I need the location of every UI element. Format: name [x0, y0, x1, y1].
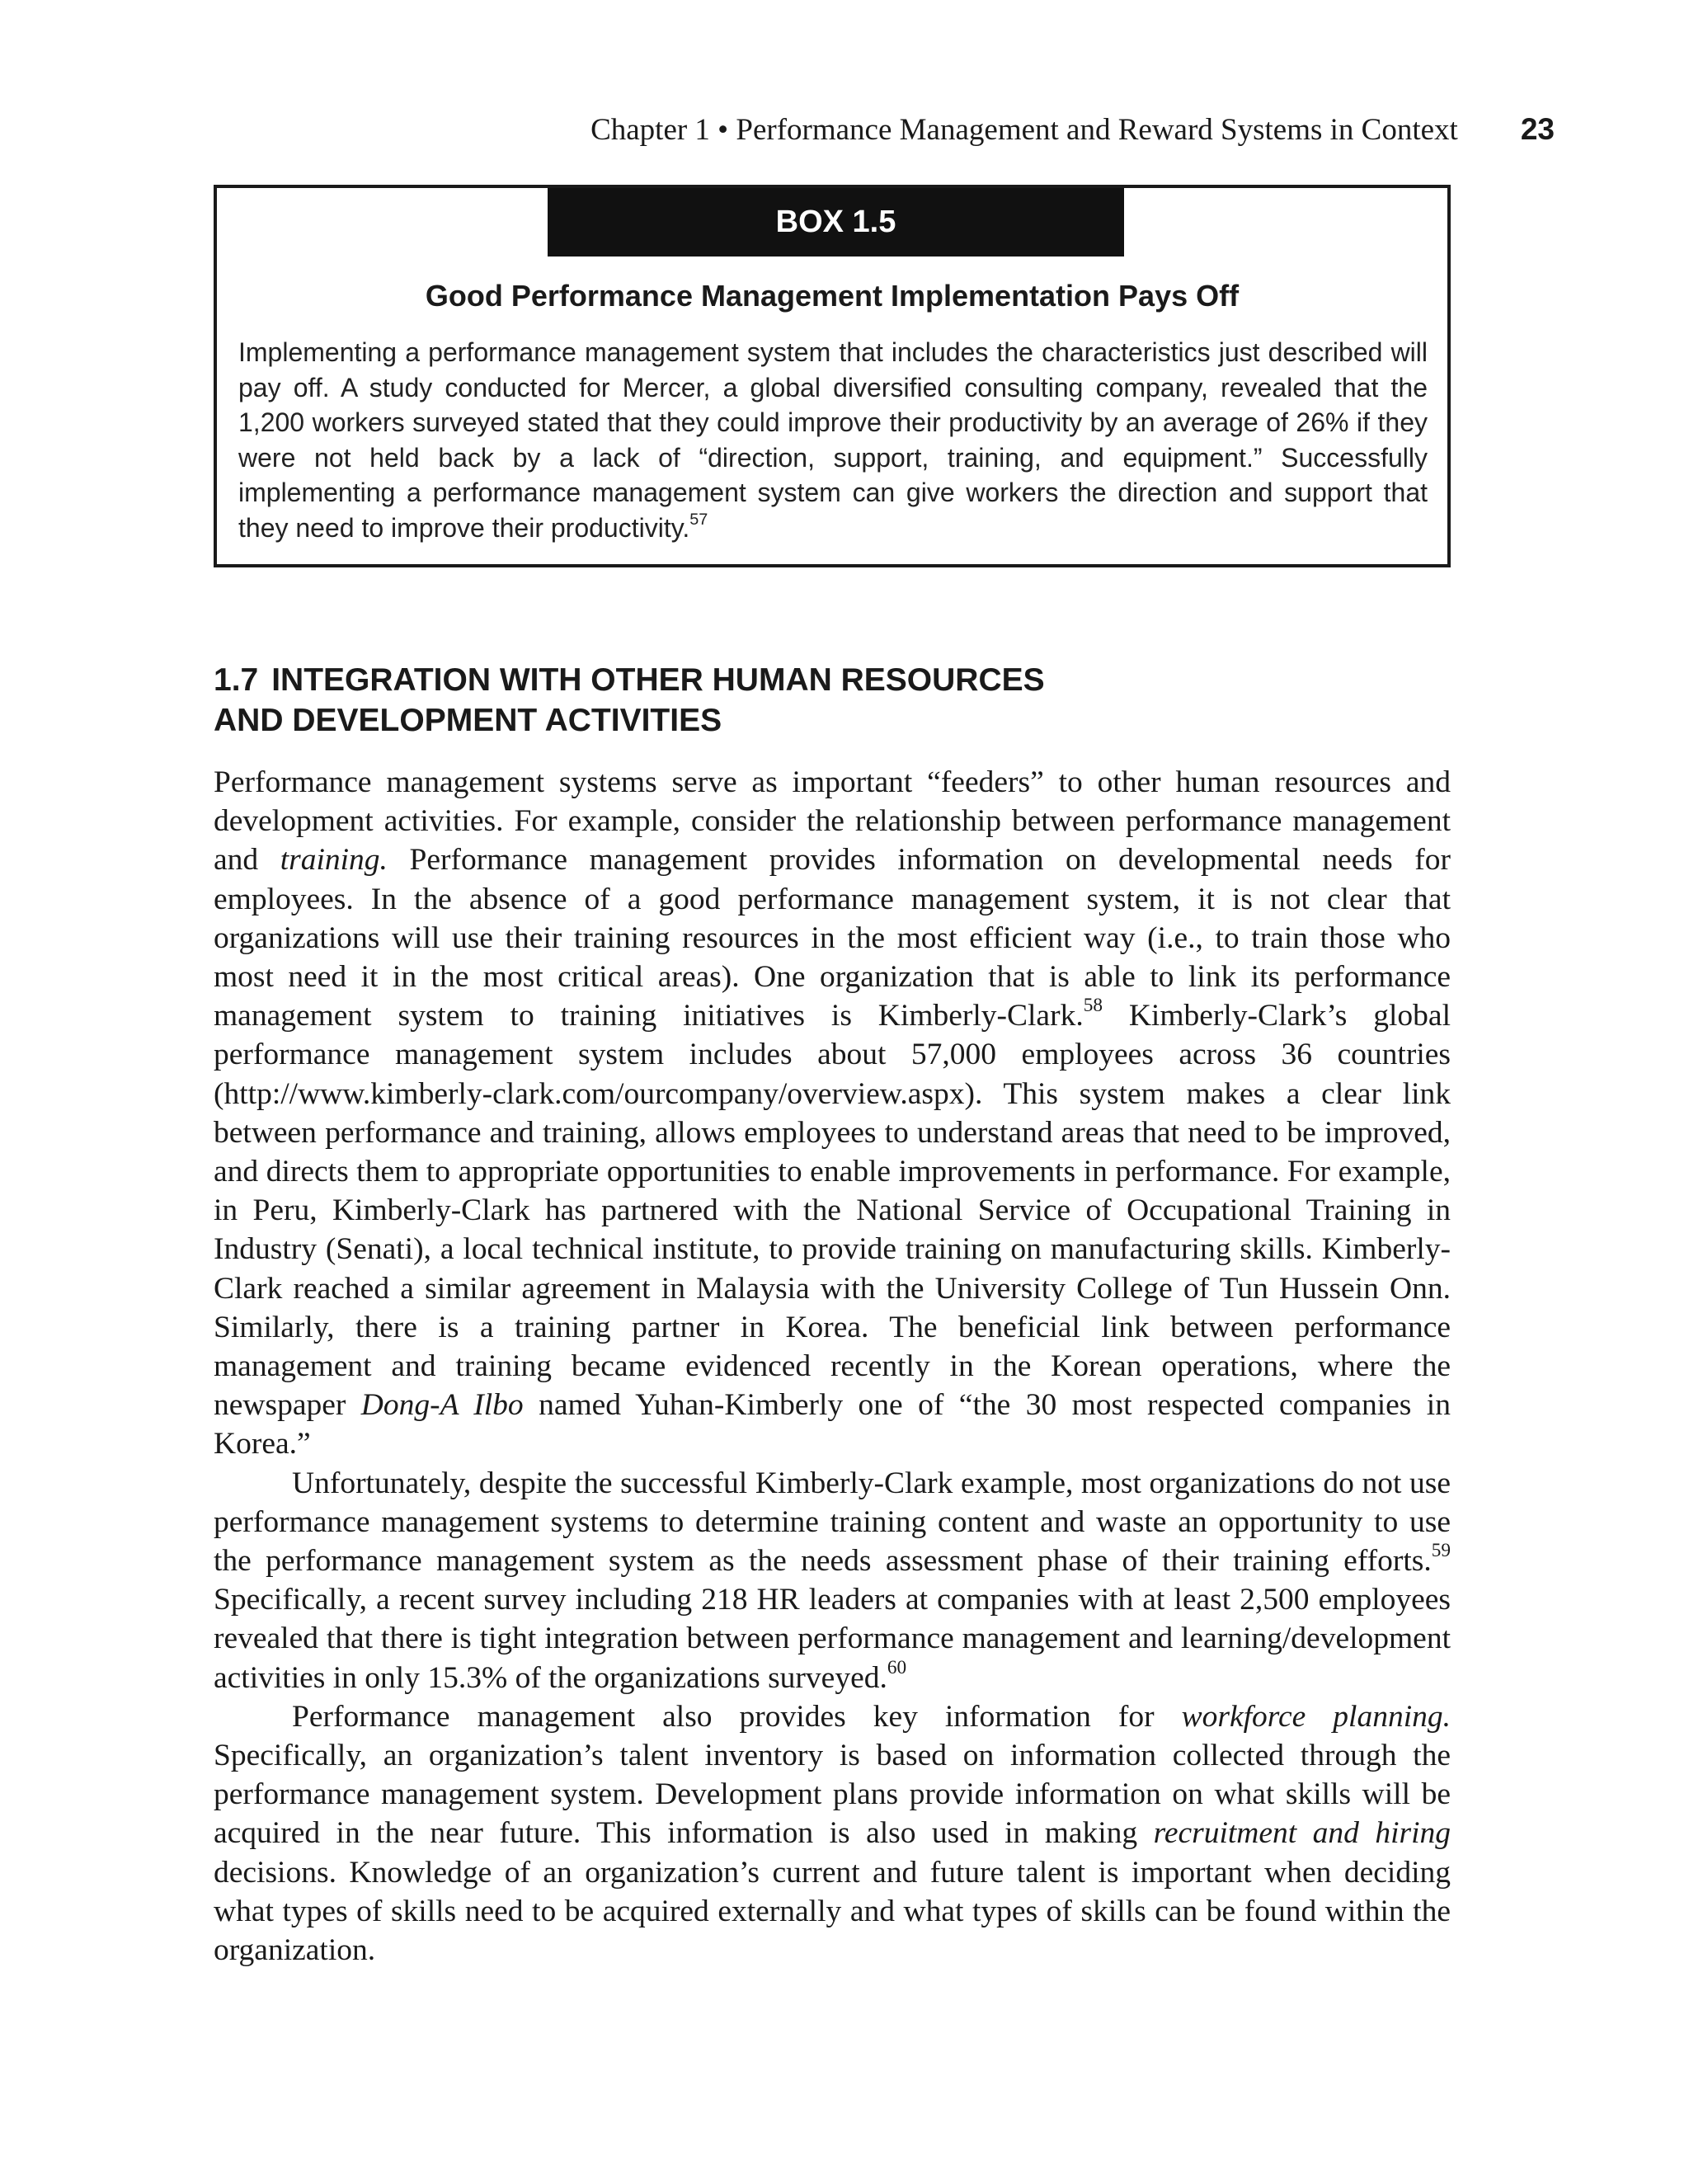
box-title: Good Performance Management Implementation Pays Off — [425, 279, 1240, 313]
text-run: decisions. Knowledge of an organization’s current and future talent is important when deciding what types of skills need to be acquired externally and what types of skills can be found within the organization. — [214, 1855, 1451, 1968]
italic-term: recruitment and hiring — [1153, 1816, 1451, 1851]
section-heading — [214, 660, 1451, 741]
footnote-ref: 58 — [1083, 995, 1103, 1017]
paragraph — [214, 1697, 1451, 1970]
text-run: Specifically, an organization’s talent inventory is based on information collected through the performance management system. Development plans provide information on what skills will be acquired in the near future. This information is also used in making — [214, 1739, 1451, 1851]
section-title-line1: INTEGRATION WITH OTHER HUMAN RESOURCES — [271, 662, 1045, 698]
section-number: 1.7 — [214, 662, 259, 698]
footnote-ref: 59 — [1431, 1540, 1451, 1562]
sidebar-box — [214, 185, 1451, 567]
body-text — [214, 763, 1451, 1970]
footnote-ref: 57 — [689, 510, 708, 529]
italic-term: workforce planning. — [1181, 1699, 1451, 1734]
paragraph — [214, 1464, 1451, 1697]
box-label: BOX 1.5 — [548, 188, 1124, 257]
paragraph — [214, 763, 1451, 1464]
section-title-line2: AND DEVELOPMENT ACTIVITIES — [214, 703, 722, 738]
running-head — [214, 112, 1555, 148]
box-body-text: Implementing a performance management system that includes the characteristics just described will pay off. A study conducted for Mercer, a global diversified consulting company, revealed that the 1,200 workers surveyed stated that they could improve their productivity by an average of 26% if they were not held back by a lack of “direction, support, training, and equipment.” Successfully implementing a performance management system can give workers the direction and support that they need to improve their productivity. — [238, 337, 1428, 543]
text-run: Performance management systems serve as important “feeders” to other human resources and development activities. For example, consider the relationship between performance management and — [214, 765, 1451, 878]
text-run: Performance management also provides key information for — [292, 1699, 1182, 1734]
italic-term: training. — [280, 843, 388, 878]
text-run: Performance management provides information on developmental needs for employees. In the absence of a good performance management system, it is not clear that organizations will use their training resources in the most efficient way (i.e., to train those who most need it in the most critical areas). One organization that is able to link its performance management system to training initiatives is Kimberly-Clark. — [214, 843, 1451, 1033]
italic-term: Dong-A Ilbo — [360, 1388, 524, 1423]
running-head-title: Chapter 1 • Performance Management and Reward Systems in Context — [590, 113, 1458, 147]
box-body — [238, 335, 1428, 545]
text-run: Kimberly-Clark’s global performance management system includes about 57,000 employees across 36 countries (http://www.kimberly-clark.com/ourcompany/overview.aspx). This system makes a clear link between performance and training, allows employees to understand areas that need to be improved, and directs them to appropriate opportunities to enable improvements in performance. For example, in Peru, Kimberly-Clark has partnered with the National Service of Occupational Training in Industry (Senati), a local technical institute, to provide training on manufacturing skills. Kimberly-Clark reached a similar agreement in Malaysia with the University College of Tun Hussein Onn. Similarly, there is a training partner in Korea. The beneficial link between performance management and training became evidenced recently in the Korean operations, where the newspaper — [214, 999, 1451, 1423]
text-run: Unfortunately, despite the successful Kimberly-Clark example, most organizations do not use performance management systems to determine training content and waste an opportunity to use the performance management system as the needs assessment phase of their training efforts. — [214, 1466, 1451, 1579]
footnote-ref: 60 — [887, 1656, 907, 1678]
text-run: Specifically, a recent survey including 218 HR leaders at companies with at least 2,500 employees revealed that there is tight integration between performance management and learning/development activities in only 15.3% of the organizations surveyed. — [214, 1583, 1451, 1695]
page-number: 23 — [1520, 112, 1555, 146]
text-run: named Yuhan-Kimberly one of “the 30 most respected companies in Korea.” — [214, 1388, 1451, 1461]
